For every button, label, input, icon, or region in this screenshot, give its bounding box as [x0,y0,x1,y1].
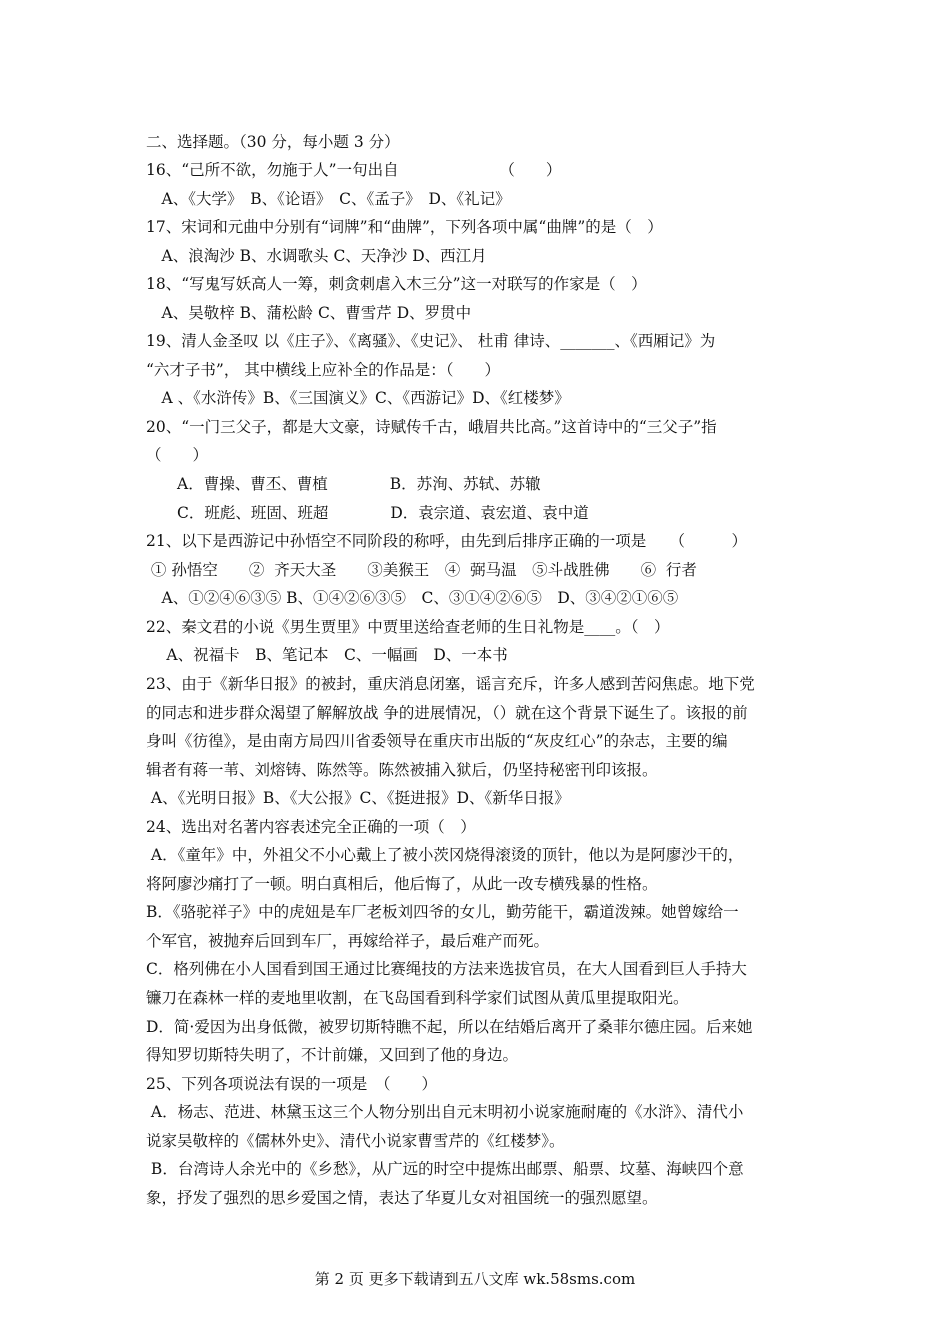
text-line: A．杨志、范进、林黛玉这三个人物分别出自元末明初小说家施耐庵的《水浒》、清代小 [146,1103,744,1121]
text-line: C．格列佛在小人国看到国王通过比赛绳技的方法来选拔官员，在大人国看到巨人手持大 [146,960,747,978]
text-line: A、祝福卡 B、笔记本 C、一幅画 D、一本书 [146,646,508,664]
text-line: 25、下列各项说法有误的一项是 （ ） [146,1075,437,1093]
text-line: 24、选出对名著内容表述完全正确的一项（ ） [146,818,476,836]
text-line: （ ） [146,446,209,464]
text-line: 21、以下是西游记中孙悟空不同阶段的称呼，由先到后排序正确的一项是 （ ） [146,532,747,550]
text-line: 辑者有蒋一苇、刘熔铸、陈然等。陈然被捕入狱后，仍坚持秘密刊印该报。 [146,761,658,779]
text-line: B．《骆驼祥子》中的虎妞是车厂老板刘四爷的女儿，勤劳能干，霸道泼辣。她曾嫁给一 [146,903,739,921]
text-line: 镰刀在森林一样的麦地里收割，在飞岛国看到科学家们试图从黄瓜里提取阳光。 [146,989,689,1007]
text-line: 得知罗切斯特失明了，不计前嫌，又回到了他的身边。 [146,1046,519,1064]
text-line: 20、“一门三父子，都是大文豪，诗赋传千古，峨眉共比高。”这首诗中的“三父子”指 [146,418,717,436]
text-line: 将阿廖沙痛打了一顿。明白真相后，他后悔了，从此一改专横残暴的性格。 [146,875,658,893]
text-line: A、浪淘沙 B、水调歌头 C、天净沙 D、西江月 [146,247,487,265]
text-line: ① 孙悟空 ② 齐天大圣 ③美猴王 ④ 弼马温 ⑤斗战胜佛 ⑥ 行者 [146,561,697,579]
section-title: 二、选择题。（30 分，每小题 3 分） [146,133,400,151]
text-line: 17、宋词和元曲中分别有“词牌”和“曲牌”，下列各项中属“曲牌”的是（ ） [146,218,663,236]
text-line: 个军官，被抛弃后回到车厂，再嫁给祥子，最后难产而死。 [146,932,550,950]
text-line: 身叫《彷徨》，是由南方局四川省委领导在重庆市出版的“灰皮红心”的杂志，主要的编 [146,732,728,750]
text-line: A、《大学》 B、《论语》 C、《孟子》 D、《礼记》 [146,190,511,208]
text-line: C．班彪、班固、班超 D．袁宗道、袁宏道、袁中道 [146,504,589,522]
text-line: 18、“写鬼写妖高人一筹，刺贪刺虐入木三分”这一对联写的作家是（ ） [146,275,647,293]
text-line: A．《童年》中，外祖父不小心戴上了被小茨冈烧得滚烫的顶针，他以为是阿廖沙干的， [146,846,744,864]
page-footer: 第 2 页 更多下载请到五八文库 wk.58sms.com [314,1270,636,1288]
text-line: A 、《水浒传》B、《三国演义》C、《西游记》D、《红楼梦》 [146,389,570,407]
text-line: 23、由于《新华日报》的被封，重庆消息闭塞，谣言充斥，许多人感到苦闷焦虑。地下党 [146,675,755,693]
text-line: A、吴敬梓 B、蒲松龄 C、曹雪芹 D、罗贯中 [146,304,472,322]
text-line: B．台湾诗人余光中的《乡愁》，从广远的时空中提炼出邮票、船票、坟墓、海峡四个意 [146,1160,744,1178]
text-line: 的同志和进步群众渴望了解解放战 争的进展情况，（）就在这个背景下诞生了。该报的前 [146,704,748,722]
text-line: 说家吴敬梓的《儒林外史》、清代小说家曹雪芹的《红楼梦》。 [146,1132,565,1150]
text-line: 19、清人金圣叹 以《庄子》、《离骚》、《史记》、 杜甫 律诗、_______、《西厢记》为 [146,332,716,350]
text-line: D．简·爱因为出身低微，被罗切斯特瞧不起，所以在结婚后离开了桑菲尔德庄园。后来她 [146,1018,753,1036]
text-line: A、《光明日报》B、《大公报》C、《挺进报》D、《新华日报》 [146,789,570,807]
text-line: A、①②④⑥③⑤ B、①④②⑥③⑤ C、③①④②⑥⑤ D、③④②①⑥⑤ [146,589,679,607]
text-line: 22、秦文君的小说《男生贾里》中贾里送给查老师的生日礼物是____。（ ） [146,618,670,636]
text-line: 象，抒发了强烈的思乡爱国之情，表达了华夏儿女对祖国统一的强烈愿望。 [146,1189,658,1207]
text-line: A．曹操、曹丕、曹植 B．苏洵、苏轼、苏辙 [146,475,541,493]
text-line: 16、“己所不欲，勿施于人”一句出自 （ ） [146,161,562,179]
text-line: “六才子书”， 其中横线上应补全的作品是：（ ） [146,361,501,379]
